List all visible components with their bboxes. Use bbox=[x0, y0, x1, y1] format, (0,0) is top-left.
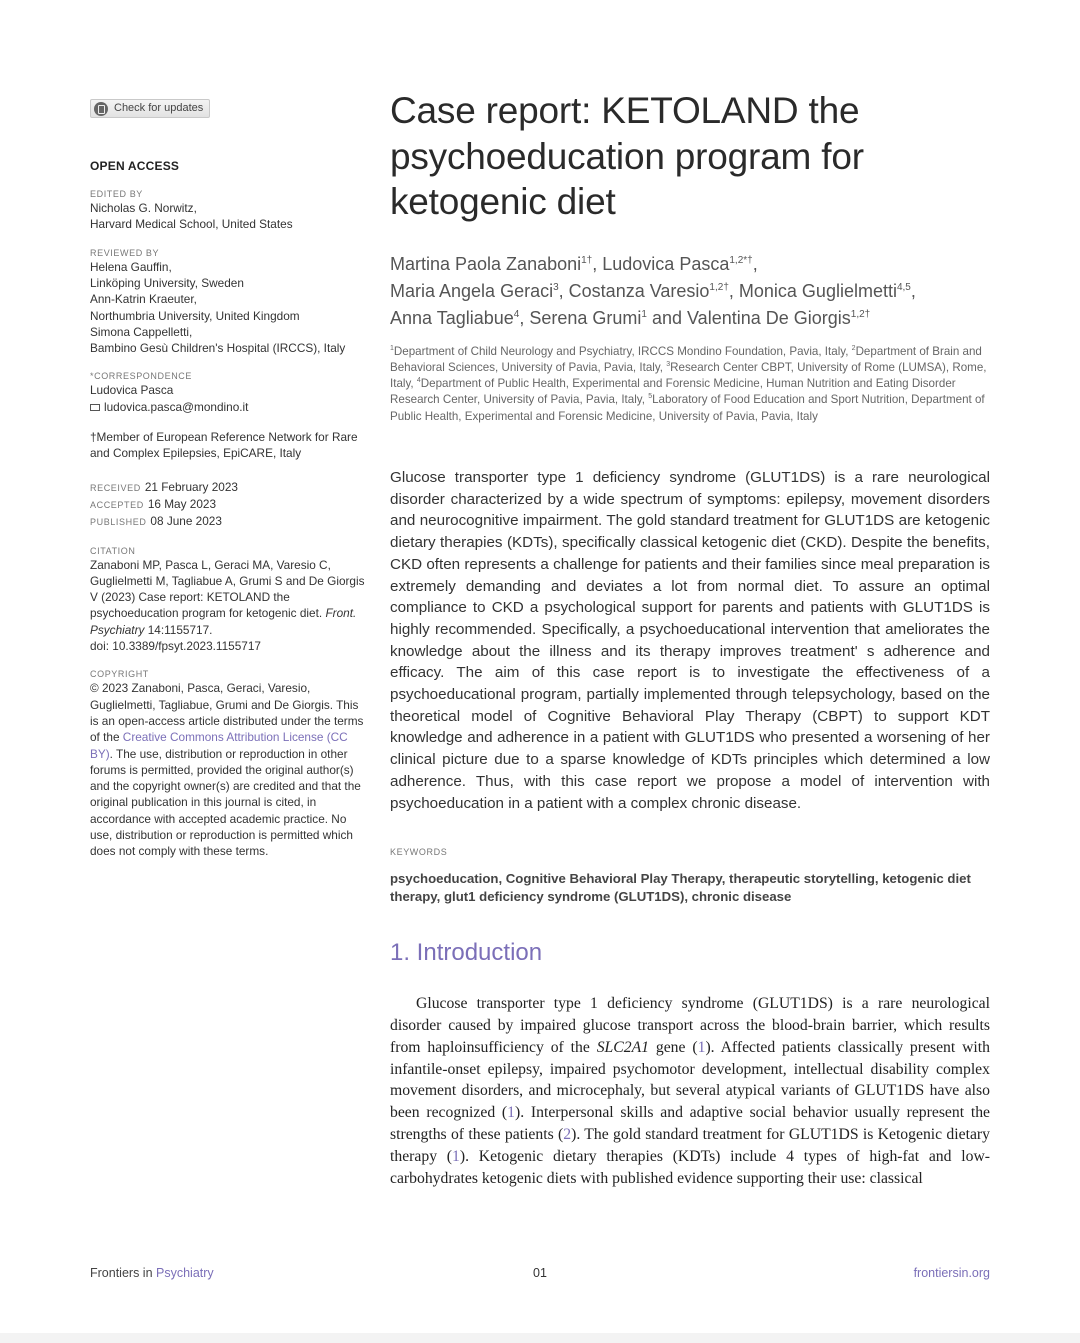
correspondence-email-row bbox=[90, 399, 370, 415]
author[interactable]: Anna Tagliabue$^4$ bbox=[390, 307, 520, 328]
citation-label: CITATION bbox=[90, 545, 136, 556]
keywords: psychoeducation, Cognitive Behavioral Play Therapy, therapeutic storytelling, ketogenic diet therapy, glut1 deficiency syndrome (GLUT1DS), chronic disease bbox=[390, 871, 971, 905]
citation-doi[interactable]: doi: 10.3389/fpsyt.2023.1155717 bbox=[90, 639, 261, 654]
citation-link[interactable]: 2 bbox=[563, 1126, 572, 1144]
bottom-band bbox=[0, 1333, 1080, 1343]
affiliations: $^1$Department of Child Neurology and Psychiatry, IRCCS Mondino Foundation, Pavia, Italy, $^2$Department of Brain and Behavioral Sciences, University of Pavia, Pavia, Italy, $^3$Research Center CBPT, University of Rome (LUMSA), Rome, Italy, $^4$Department of Public Health, Experimental and Forensic Medicine, Human Nutrition and Eating Disorder Research Center, University of Pavia, Pavia, Italy, $^5$Laboratory of Food Education and Sport Nutrition, Department of Public Health, Experimental and Forensic Medicine, University of Pavia, Pavia, Italy bbox=[390, 344, 987, 423]
article-title: Case report: KETOLAND the psychoeducation program for ketogenic diet bbox=[390, 90, 864, 222]
author[interactable]: Valentina De Giorgis$^{1,2\dagger}$ bbox=[687, 307, 871, 328]
citation-link[interactable]: 1 bbox=[697, 1038, 706, 1056]
section-heading-introduction: 1. Introduction bbox=[390, 939, 543, 967]
published-row: PUBLISHED 08 June 2023 bbox=[90, 514, 222, 529]
citation-link[interactable]: 1 bbox=[507, 1104, 515, 1122]
correspondence-name: Ludovica Pasca bbox=[90, 383, 174, 398]
author[interactable]: Costanza Varesio$^{1,2\dagger}$ bbox=[568, 280, 729, 301]
page-number: 01 bbox=[533, 1266, 547, 1280]
correspondence-email[interactable]: ludovica.pasca@mondino.it bbox=[104, 399, 249, 414]
check-for-updates-label: Check for updates bbox=[114, 102, 204, 115]
author[interactable]: Ludovica Pasca$^{1,2*\dagger}$ bbox=[602, 253, 753, 274]
dates-block bbox=[90, 479, 370, 531]
accepted-date: 16 May 2023 bbox=[147, 496, 217, 511]
editor-info bbox=[90, 200, 370, 233]
received-row: RECEIVED 21 February 2023 bbox=[90, 479, 238, 494]
editor-affiliation: Harvard Medical School, United States bbox=[90, 217, 293, 232]
editor-name: Nicholas G. Norwitz, bbox=[90, 201, 197, 216]
reviewer-name: Simona Cappelletti, bbox=[90, 324, 193, 339]
author[interactable]: Serena Grumi$^1$ bbox=[529, 307, 647, 328]
reviewer-affiliation: Northumbria University, United Kingdom bbox=[90, 308, 300, 323]
mail-icon bbox=[90, 404, 100, 411]
published-date: 08 June 2023 bbox=[150, 514, 222, 529]
correspondence-label: *CORRESPONDENCE bbox=[90, 371, 193, 382]
bookmark-icon bbox=[94, 102, 108, 116]
reviewer-affiliation: Linköping University, Sweden bbox=[90, 275, 244, 290]
reviewers-info bbox=[90, 259, 370, 357]
reviewer-affiliation: Bambino Gesù Children's Hospital (IRCCS), Italy bbox=[90, 341, 346, 356]
citation-journal: Front. Psychiatry bbox=[90, 606, 357, 637]
reviewed-by-label: REVIEWED BY bbox=[90, 247, 160, 258]
reviewer-name: Helena Gauffin, bbox=[90, 259, 172, 274]
edited-by-label: EDITED BY bbox=[90, 189, 143, 200]
citation-link[interactable]: 1 bbox=[452, 1147, 460, 1165]
article-main bbox=[390, 88, 990, 1205]
member-note: †Member of European Reference Network for Rare and Complex Epilepsies, EpiCARE, Italy bbox=[90, 430, 358, 461]
author[interactable]: Maria Angela Geraci$^3$ bbox=[390, 280, 559, 301]
keywords-label: KEYWORDS bbox=[390, 847, 448, 858]
correspondence-info bbox=[90, 382, 370, 415]
check-for-updates-button[interactable] bbox=[90, 99, 210, 118]
article-info-sidebar bbox=[90, 99, 370, 860]
abstract: Glucose transporter type 1 deficiency syndrome (GLUT1DS) is a rare neurological disorder characterized by a wide spectrum of symptoms: epilepsy, movement disorders and neurocognitive impairment. The gold standard treatment for GLUT1DS are ketogenic dietary therapies (KDTs), specifically classical ketogenic diet (CKD). Despite the benefits, CKD often represents a challenge for patients and their families since meal preparation is extremely demanding and deviates a lot from normal diet. To assure an optimal compliance to CKD a psychological support for parents and patients with GLUT1DS is highly recommended. Specifically, a psychoeducational intervention that ameliorates the knowledge about the illness and its therapy improves treatment' s adherence and efficacy. The aim of this case report is to investigate the effectiveness of a psychoeducational program, partially implemented through telepsychology, based on the theoretical model of Cognitive Behavioral Play Therapy (CBPT) to support KDT knowledge and adherence in a patient with GLUT1DS who presented a worsening of her clinical picture due to a sparse knowledge of KDTs principles which determined a low adherence. Thus, with this case report we propose a model of intervention with psychoeducation in a patient with a complex chronic disease. bbox=[390, 468, 990, 812]
footer-site-link[interactable]: frontiersin.org bbox=[913, 1266, 990, 1280]
reviewer-name: Ann-Katrin Kraeuter, bbox=[90, 292, 197, 307]
open-access-label: OPEN ACCESS bbox=[90, 158, 180, 173]
copyright-label: COPYRIGHT bbox=[90, 669, 149, 680]
author-list: Martina Paola Zanaboni$^{1\dagger}$, Ludovica Pasca$^{1,2*\dagger}$, Maria Angela Geraci$^3$, Costanza Varesio$^{1,2\dagger}$, Monica Guglielmetti$^{4,5}$, Anna Tagliabue$^4$, Serena Grumi$^1$ and Valentina De Giorgis$^{1,2\dagger}$ bbox=[390, 253, 916, 328]
accepted-row: ACCEPTED 16 May 2023 bbox=[90, 496, 217, 511]
author[interactable]: Martina Paola Zanaboni$^{1\dagger}$ bbox=[390, 253, 593, 274]
author[interactable]: Monica Guglielmetti$^{4,5}$ bbox=[738, 280, 911, 301]
received-date: 21 February 2023 bbox=[144, 479, 238, 494]
copyright-text: © 2023 Zanaboni, Pasca, Geraci, Varesio, Guglielmetti, Tagliabue, Grumi and De Giorgis. This is an open-access article distributed under the terms of the Creative Commons Attribution License (CC BY). The use, distribution or reproduction in other forums is permitted, provided the original author(s) and the copyright owner(s) are credited and that the original publication in this journal is cited, in accordance with accepted academic practice. No use, distribution or reproduction is permitted which does not comply with these terms. bbox=[90, 681, 364, 859]
citation-text: Zanaboni MP, Pasca L, Geraci MA, Varesio C, Guglielmetti M, Tagliabue A, Grumi S and De Giorgis V (2023) Case report: KETOLAND the psychoeducation program for ketogenic diet. Front. Psychiatry 14:1155717. doi: 10.3389/fpsyt.2023.1155717 bbox=[90, 557, 370, 655]
license-link[interactable]: Creative Commons Attribution License (CC BY) bbox=[90, 730, 348, 761]
footer-journal: Frontiers in Psychiatry bbox=[90, 1266, 214, 1280]
introduction-paragraph: Glucose transporter type 1 deficiency syndrome (GLUT1DS) is a rare neurological disorder caused by impaired glucose transport across the blood-brain barrier, which results from haploinsufficiency of the SLC2A1 gene (1). Affected patients classically present with infantile-onset epilepsy, impaired psychomotor development, intellectual disability complex movement disorders, and microcephaly, but several atypical variants of GLUT1DS have also been recognized (1). Interpersonal skills and adaptive social behavior usually represent the strengths of these patients (2). The gold standard treatment for GLUT1DS is Ketogenic dietary therapy (1). Ketogenic dietary therapies (KDTs) include 4 types of high-fat and low-carbohydrates ketogenic diets with published evidence supporting their use: classical bbox=[390, 995, 991, 1187]
gene-name: SLC2A1 bbox=[596, 1038, 649, 1056]
